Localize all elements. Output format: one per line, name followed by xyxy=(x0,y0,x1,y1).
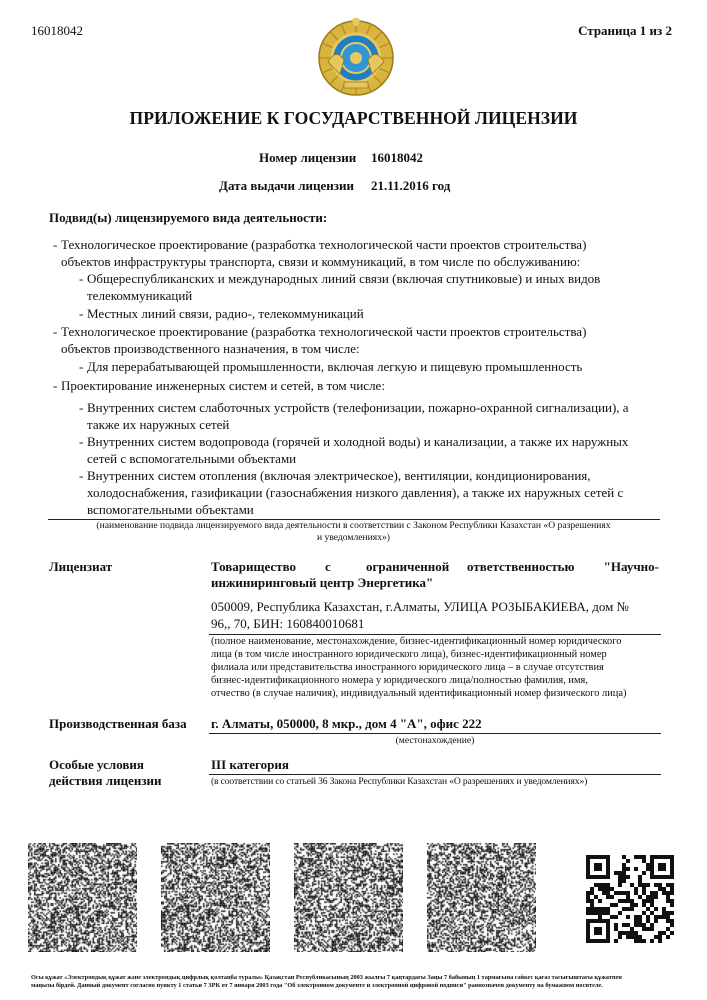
licensee-label: Лицензиат xyxy=(49,559,113,574)
activity-line: телекоммуникаций xyxy=(87,288,193,303)
list-bullet: - xyxy=(53,324,58,339)
list-bullet: - xyxy=(79,359,84,374)
licensee-name: "Научно- xyxy=(603,559,659,574)
state-emblem-icon xyxy=(316,18,396,98)
signature-code-2-icon xyxy=(161,843,270,952)
signature-code-3-icon xyxy=(294,843,403,952)
list-bullet: - xyxy=(79,468,84,483)
licensee-note: отчество (в случае наличия), индивидуальный идентификационный номер физического лица) xyxy=(211,688,627,699)
divider xyxy=(209,733,661,734)
licensee-note: бизнес-идентификационного номера у юридического лица/полностью фамилия, имя, xyxy=(211,675,588,686)
issue-date-value: 21.11.2016 год xyxy=(371,178,451,193)
document-number: 16018042 xyxy=(31,23,83,38)
conditions-label: Особые условия xyxy=(49,757,144,772)
production-base-note: (местонахождение) xyxy=(395,735,475,746)
activity-line: Технологическое проектирование (разработка технологической части проектов строительства) xyxy=(61,324,587,339)
activity-line: объектов инфраструктуры транспорта, связи и коммуникаций, в том числе по обслуживанию: xyxy=(61,254,581,269)
activity-line: вспомогательными объектами xyxy=(87,502,254,517)
conditions-value: III категория xyxy=(211,757,289,772)
conditions-note: (в соответствии со статьей 36 Закона Республики Казахстан «О разрешениях и уведомлениях») xyxy=(211,776,588,787)
divider xyxy=(209,774,661,775)
licensee-name: ограниченной xyxy=(366,559,450,574)
production-base-value: г. Алматы, 050000, 8 мкр., дом 4 "А", офис 222 xyxy=(211,716,482,731)
issue-date-label: Дата выдачи лицензии xyxy=(219,178,354,193)
footer-legal-note: Осы құжат «Электрондық құжат және электрондық цифрлық қолтаңба туралы» Қазақстан Республикасының 2003 жылғы 7 қаңтардағы Заңы 7 бабының 1 тармағына сәйкес қағаз тасығыштағы құжатпен xyxy=(31,974,622,981)
activity-line: объектов производственного назначения, в том числе: xyxy=(61,341,360,356)
list-bullet: - xyxy=(53,237,58,252)
list-bullet: - xyxy=(79,306,84,321)
license-number-value: 16018042 xyxy=(371,150,423,165)
licensee-note: филиала или представительства иностранного юридического лица – в случае отсутствия xyxy=(211,662,604,673)
divider xyxy=(209,634,661,635)
signature-code-4-icon xyxy=(427,843,536,952)
page-title: ПРИЛОЖЕНИЕ К ГОСУДАРСТВЕННОЙ ЛИЦЕНЗИИ xyxy=(129,108,578,128)
licensee-address: 050009, Республика Казахстан, г.Алматы, УЛИЦА РОЗЫБАКИЕВА, дом № xyxy=(211,599,629,614)
activity-line: Внутренних систем слаботочных устройств (телефонизации, пожарно-охранной сигнализации), а xyxy=(87,400,629,415)
activity-line: Проектирование инженерных систем и сетей, в том числе: xyxy=(61,378,385,393)
activity-line: также их наружных сетей xyxy=(87,417,230,432)
licensee-note: (полное наименование, местонахождение, бизнес-идентификационный номер юридического xyxy=(211,636,622,647)
list-bullet: - xyxy=(79,271,84,286)
licensee-name: инжиниринговый центр Энергетика" xyxy=(211,575,434,590)
signature-code-1-icon xyxy=(28,843,137,952)
activities-footnote: и уведомлениях») xyxy=(316,532,391,543)
activity-line: холодоснабжения, газификации (газоснабжения низкого давления), а также их наружных сетей с xyxy=(87,485,624,500)
qr-code-icon xyxy=(584,853,676,945)
activity-line: Местных линий связи, радио-, телекоммуникаций xyxy=(87,306,364,321)
license-number-label: Номер лицензии xyxy=(259,150,357,165)
list-bullet: - xyxy=(79,434,84,449)
licensee-name: с xyxy=(325,559,331,574)
activity-line: Для перерабатывающей промышленности, включая легкую и пищевую промышленность xyxy=(87,359,583,374)
activity-line: Общереспубликанских и международных линий связи (включая спутниковые) и иных видов xyxy=(87,271,601,286)
production-base-label: Производственная база xyxy=(49,716,187,731)
activity-line: Внутренних систем отопления (включая электрическое), вентиляции, кондиционирования, xyxy=(87,468,591,483)
activities-footnote: (наименование подвида лицензируемого вида деятельности в соответствии с Законом Республики Казахстан «О разрешениях xyxy=(96,520,611,531)
activity-line: Технологическое проектирование (разработка технологической части проектов строительства) xyxy=(61,237,587,252)
activity-line: Внутренних систем водопровода (горячей и холодной воды) и канализации, а также их наружных xyxy=(87,434,629,449)
activities-heading: Подвид(ы) лицензируемого вида деятельности: xyxy=(49,210,328,225)
licensee-address: 96,, 70, БИН: 160840010681 xyxy=(211,616,365,631)
footer-legal-note: маңызы бірдей. Данный документ согласно пункту 1 статьи 7 ЗРК от 7 января 2003 года "Об электронном документе и электронной цифровой подписи" равнозначен документу на бумажном носителе. xyxy=(31,982,603,989)
conditions-label: действия лицензии xyxy=(49,773,162,788)
licensee-name: ответственностью xyxy=(467,559,575,574)
activity-line: сетей с вспомогательными объектами xyxy=(87,451,297,466)
licensee-note: лица (в том числе иностранного юридического лица), бизнес-идентификационный номер xyxy=(211,649,607,660)
licensee-name: Товарищество xyxy=(211,559,296,574)
list-bullet: - xyxy=(79,400,84,415)
list-bullet: - xyxy=(53,378,58,393)
page-indicator: Страница 1 из 2 xyxy=(578,23,672,38)
